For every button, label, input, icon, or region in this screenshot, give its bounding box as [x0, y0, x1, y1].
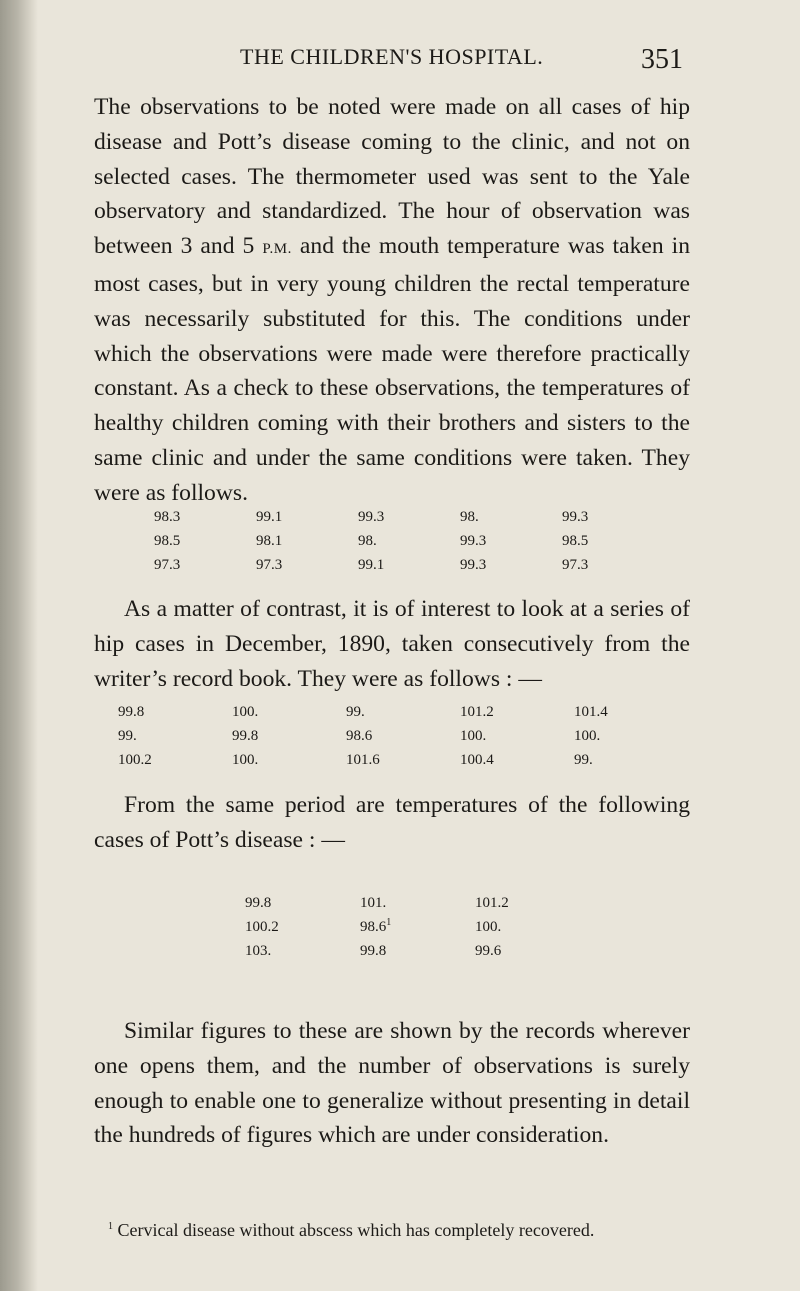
table-cell: 98.5 [154, 532, 181, 549]
page-header [0, 44, 800, 84]
table-cell: 101. [360, 894, 387, 911]
table-cell: 98.6 [346, 727, 373, 744]
table-row [245, 939, 590, 963]
table-cell: 100.2 [245, 918, 279, 935]
table-row [118, 748, 688, 772]
paragraph-hip-cases: As a matter of contrast, it is of interest to look at a series of hip cases in December, 1890, taken consecutively from the writer’s record book. They were as follows : — [94, 596, 690, 692]
book-spine-shadow [0, 0, 38, 1291]
table-cell: 97.3 [562, 556, 589, 573]
table-cell: 99.8 [232, 727, 259, 744]
table-cell: 99.3 [460, 532, 487, 549]
running-title: THE CHILDREN'S HOSPITAL. [240, 44, 544, 69]
table-row [154, 505, 664, 529]
hip-cases-table [118, 700, 688, 772]
page-number: 351 [641, 44, 683, 75]
table-cell: 101.6 [346, 751, 380, 768]
table-row [154, 553, 664, 577]
table-cell: 99. [346, 703, 365, 720]
table-cell: 98.1 [256, 532, 283, 549]
paragraph-intro-text: The observations to be noted were made on all cases of hip disease and Pott’s disease coming to the clinic, and not on selected cases. The thermometer used was sent to the Yale observatory and standardized. The hour of observation was between 3 and 5 [94, 94, 690, 260]
table-cell: 101.2 [475, 894, 509, 911]
footnote [108, 1220, 748, 1241]
footnote-marker: 1 [386, 916, 392, 928]
table-cell: 99. [574, 751, 593, 768]
table-cell: 99.1 [358, 556, 385, 573]
pm-abbreviation: P.M. [262, 241, 292, 258]
table-row [118, 724, 688, 748]
table-cell: 99. [118, 727, 137, 744]
table-row [245, 891, 590, 915]
table-cell: 100. [460, 727, 487, 744]
potts-cases-table [245, 891, 590, 963]
table-cell: 100.4 [460, 751, 494, 768]
table-cell: 99.8 [360, 942, 387, 959]
footnote-number: 1 [108, 1221, 113, 1232]
paragraph-intro [94, 90, 690, 511]
table-cell: 98. [460, 508, 479, 525]
table-cell: 99.3 [460, 556, 487, 573]
table-cell: 101.2 [460, 703, 494, 720]
table-cell: 98. [358, 532, 377, 549]
footnote-text: Cervical disease without abscess which has completely recovered. [117, 1220, 595, 1240]
table-cell: 99.8 [245, 894, 272, 911]
table-cell: 100. [574, 727, 601, 744]
cell-value: 98.6 [360, 918, 387, 935]
table-cell: 100. [232, 751, 259, 768]
table-cell [360, 915, 475, 939]
table-cell: 100. [475, 918, 502, 935]
paragraph-conclusion: Similar figures to these are shown by the records wherever one opens them, and the number of observations is surely enough to enable one to generalize without presenting in detail the hundreds of figures which are under consideration. [94, 1018, 690, 1149]
table-cell: 98.3 [154, 508, 181, 525]
table-cell: 99.3 [562, 508, 589, 525]
table-row [245, 915, 590, 939]
paragraph-potts-cases: From the same period are temperatures of the following cases of Pott’s disease : — [94, 792, 690, 853]
table-cell: 99.6 [475, 942, 502, 959]
table-cell: 100. [232, 703, 259, 720]
table-cell: 99.1 [256, 508, 283, 525]
table-cell: 98.5 [562, 532, 589, 549]
healthy-temperatures-table [154, 505, 664, 577]
table-cell: 103. [245, 942, 272, 959]
table-cell: 100.2 [118, 751, 152, 768]
table-cell: 101.4 [574, 703, 608, 720]
table-row [118, 700, 688, 724]
table-cell: 99.8 [118, 703, 145, 720]
table-row [154, 529, 664, 553]
table-cell: 99.3 [358, 508, 385, 525]
table-cell: 97.3 [154, 556, 181, 573]
table-cell: 97.3 [256, 556, 283, 573]
paragraph-intro-rest: and the mouth temperature was taken in most cases, but in very young children the rectal temperature was necessarily substituted for this. The conditions under which the observations were made were therefore practically constant. As a check to these observations, the temperatures of healthy children coming with their brothers and sisters to the same clinic and under the same conditions were taken. They were as follows. [94, 233, 691, 506]
